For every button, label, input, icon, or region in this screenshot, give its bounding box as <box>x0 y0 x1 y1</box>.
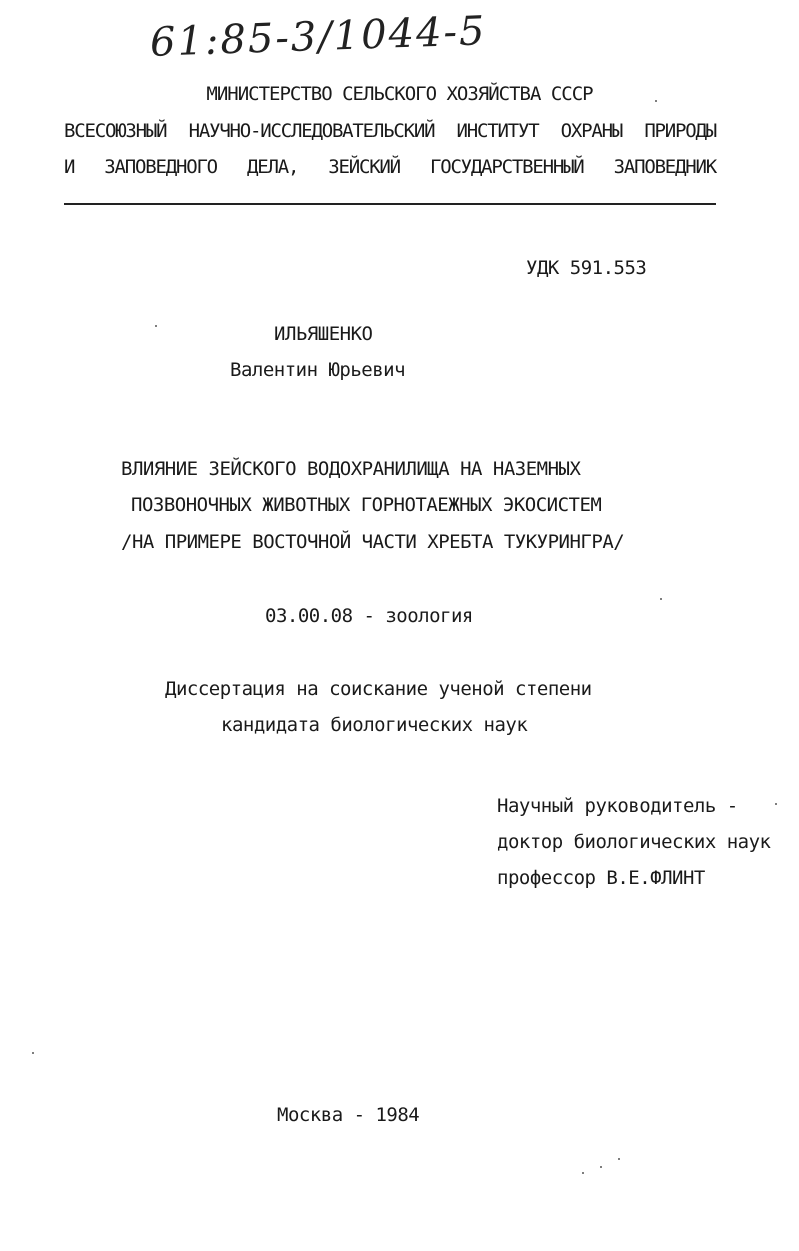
author-surname: ИЛЬЯШЕНКО <box>274 323 373 345</box>
scan-speck <box>155 325 157 327</box>
supervisor-degree: доктор биологических наук <box>497 831 771 853</box>
title-line-3: /НА ПРИМЕРЕ ВОСТОЧНОЙ ЧАСТИ ХРЕБТА ТУКУРИНГРА/ <box>121 531 625 553</box>
degree-line-1: Диссертация на соискание ученой степени <box>165 678 592 700</box>
title-line-1: ВЛИЯНИЕ ЗЕЙСКОГО ВОДОХРАНИЛИЩА НА НАЗЕМНЫХ <box>121 458 581 480</box>
handwritten-catalog-number: 61:85-3/1044-5 <box>149 8 488 66</box>
supervisor-role: Научный руководитель - <box>497 795 738 817</box>
degree-line-2: кандидата биологических наук <box>221 714 528 736</box>
scan-speck <box>775 803 777 805</box>
scan-speck <box>32 1052 34 1054</box>
place-and-year: Москва - 1984 <box>277 1104 420 1126</box>
scan-speck <box>582 1172 584 1174</box>
institute-line-1: ВСЕСОЮЗНЫЙ НАУЧНО-ИССЛЕДОВАТЕЛЬСКИЙ ИНСТИТУТ ОХРАНЫ ПРИРОДЫ <box>64 120 716 142</box>
title-line-2: ПОЗВОНОЧНЫХ ЖИВОТНЫХ ГОРНОТАЕЖНЫХ ЭКОСИСТЕМ <box>131 494 602 516</box>
ministry-heading: МИНИСТЕРСТВО СЕЛЬСКОГО ХОЗЯЙСТВА СССР <box>206 83 593 105</box>
scan-speck <box>655 100 657 102</box>
scan-speck <box>660 598 662 600</box>
scan-speck <box>600 1166 602 1168</box>
supervisor-name: профессор В.Е.ФЛИНТ <box>497 867 705 889</box>
specialty-code: 03.00.08 - зоология <box>265 605 473 627</box>
author-given-names: Валентин Юрьевич <box>230 359 406 381</box>
institute-line-2: И ЗАПОВЕДНОГО ДЕЛА, ЗЕЙСКИЙ ГОСУДАРСТВЕННЫЙ ЗАПОВЕДНИК <box>64 156 716 178</box>
scan-speck <box>618 1158 620 1160</box>
udk-code: УДК 591.553 <box>526 257 647 279</box>
header-divider <box>64 203 716 205</box>
